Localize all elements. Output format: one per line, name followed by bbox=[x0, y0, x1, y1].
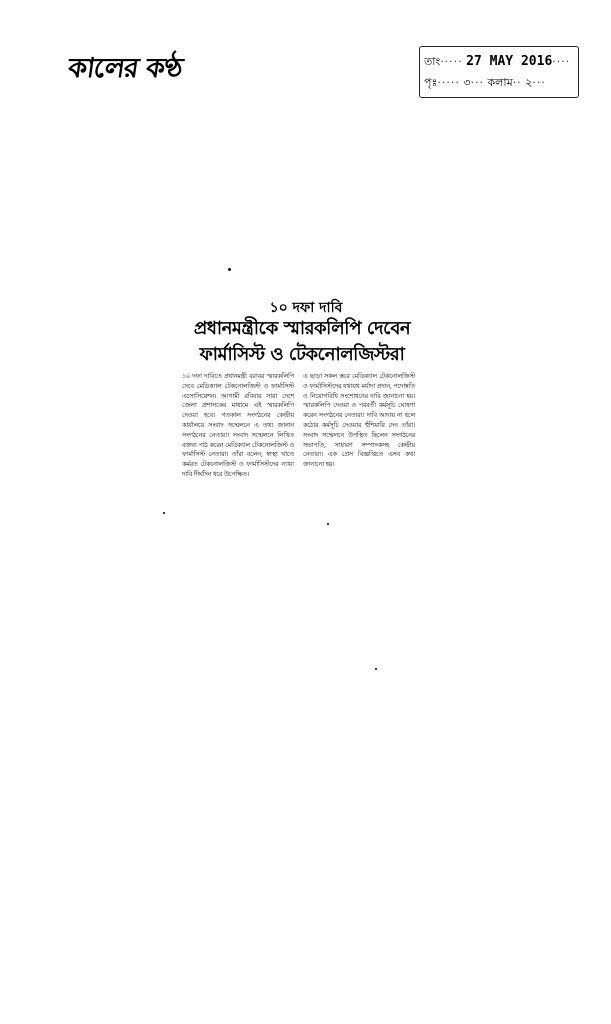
stamp-page-label: পৃঃ bbox=[424, 76, 438, 89]
stamp-column-number: ২ bbox=[525, 76, 533, 89]
stamp-date-label: তাং bbox=[424, 55, 441, 68]
stamp-page-number: ৩ bbox=[463, 76, 471, 89]
stamp-page-row: পৃঃ····· ৩··· কলাম·· ২··· bbox=[424, 76, 546, 89]
article-body-right: এ ছাড়া সকল স্তরে মেডিক্যাল টেকনোলজিস্ট ও ফার্মাসিস্টদের যথাযথ মর্যাদা প্রদান, পদোন্নতি ও নিয়োগবিধি সংশোধনের দাবি জানানো হয়। স্মারকলিপি দেওয়া ও পরবর্তী কর্মসূচি ঘোষণা করেন সংগঠনের নেতারা। দাবি আদায় না হলে কঠোর কর্মসূচি দেওয়ার হুঁশিয়ারি দেন তাঁরা। সংবাদ সম্মেলনে উপস্থিত ছিলেন সংগঠনের সভাপতি, সাধারণ সম্পাদকসহ কেন্দ্রীয় নেতারা। এক প্রেস বিজ্ঞপ্তিতে এসব কথা জানানো হয়। bbox=[303, 372, 416, 469]
stamp-date: 27 MAY 2016 bbox=[466, 54, 553, 69]
article-kicker: ১০ দফা দাবি bbox=[269, 300, 343, 316]
article-column-right bbox=[303, 372, 415, 470]
print-speck bbox=[327, 523, 329, 525]
article-headline-line2: ফার্মাসিস্ট ও টেকনোলজিস্টরা bbox=[199, 344, 405, 365]
print-speck bbox=[375, 668, 377, 670]
stamp-column-label: কলাম bbox=[487, 76, 513, 89]
article-column-left bbox=[182, 372, 294, 480]
date-stamp bbox=[419, 46, 579, 98]
stamp-date-row: তাং····· 27 MAY 2016···· bbox=[424, 54, 571, 69]
newspaper-masthead: কালের কণ্ঠ bbox=[66, 53, 185, 84]
article-body-left: ১০ দফা দাবিতে প্রধানমন্ত্রী বরাবর স্মারকলিপি দেবে মেডিক্যাল টেকনোলজিস্ট ও ফার্মাসিস্ট এসোসিয়েশন। আগামী রবিবার সারা দেশে জেলা প্রশাসকের মাধ্যমে এই স্মারকলিপি দেওয়া হবে। গতকাল সংগঠনের কেন্দ্রীয় কার্যালয়ে সংবাদ সম্মেলনে এ তথ্য জানান সংগঠনের নেতারা। সংবাদ সম্মেলনে লিখিত বক্তব্য পাঠ করেন মেডিক্যাল টেকনোলজিস্ট ও ফার্মাসিস্ট নেতারা। তাঁরা বলেন, স্বাস্থ্য খাতে কর্মরত টেকনোলজিস্ট ও ফার্মাসিস্টদের ন্যায্য দাবি দীর্ঘদিন ধরে উপেক্ষিত। bbox=[182, 372, 294, 478]
article-headline-line1: প্রধানমন্ত্রীকে স্মারকলিপি দেবেন bbox=[193, 318, 411, 339]
print-speck bbox=[163, 512, 165, 514]
print-speck bbox=[228, 268, 231, 271]
